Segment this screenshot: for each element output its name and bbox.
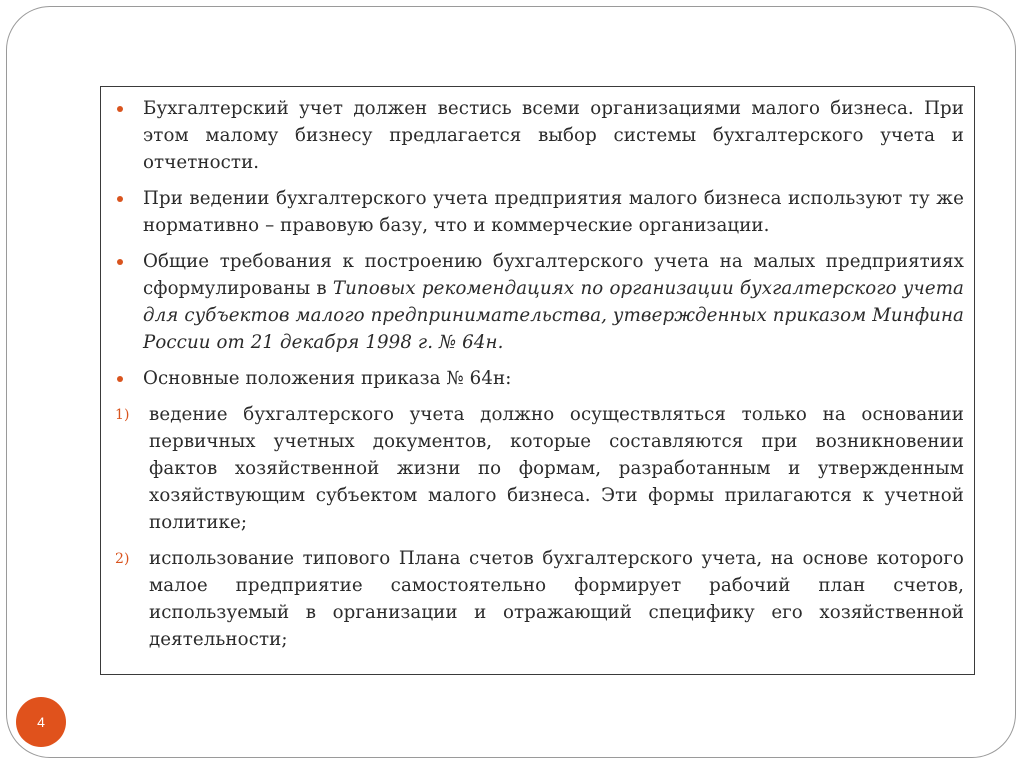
bullet-icon bbox=[117, 376, 123, 382]
page-number: 4 bbox=[37, 714, 45, 730]
numbered-text-2: использование типового Плана счетов бухгалтерского учета, на основе которого малое предприятие самостоятельно формирует рабочий план счетов, используемый в организации и отражающий специфику его хозяйственной деятельности; bbox=[149, 548, 964, 650]
bullet-item-3 bbox=[115, 248, 964, 356]
bullet-item-4 bbox=[115, 365, 964, 392]
bullet-text-3-italic: Типовых рекомендациях по организации бухгалтерского учета для субъектов малого предпринимательства, утвержденных приказом Минфина России от 21 декабря 1998 г. № 64н. bbox=[143, 278, 964, 353]
bullet-text-1: Бухгалтерский учет должен вестись всеми организациями малого бизнеса. При этом малому бизнесу предлагается выбор системы бухгалтерского учета и отчетности. bbox=[143, 98, 964, 173]
number-marker-1: 1) bbox=[115, 407, 130, 423]
number-marker-2: 2) bbox=[115, 551, 130, 567]
bullet-icon bbox=[117, 196, 123, 202]
bullet-icon bbox=[117, 106, 123, 112]
bullet-item-2 bbox=[115, 185, 964, 239]
bullet-item-1 bbox=[115, 95, 964, 176]
bullet-icon bbox=[117, 259, 123, 265]
page-number-badge bbox=[16, 697, 66, 747]
bullet-text-3: Общие требования к построению бухгалтерского учета на малых предприятиях сформулированы в bbox=[143, 251, 964, 299]
numbered-item-1 bbox=[115, 401, 964, 536]
numbered-item-2 bbox=[115, 545, 964, 653]
bullet-text-2: При ведении бухгалтерского учета предприятия малого бизнеса используют ту же нормативно – правовую базу, что и коммерческие организации. bbox=[143, 188, 964, 236]
numbered-text-1: ведение бухгалтерского учета должно осуществляться только на основании первичных учетных документов, которые составляются при возникновении фактов хозяйственной жизни по формам, разработанным и утвержденным хозяйствующим субъектом малого бизнеса. Эти формы прилагаются к учетной политике; bbox=[149, 404, 964, 533]
content-box bbox=[100, 86, 975, 675]
bullet-text-4: Основные положения приказа № 64н: bbox=[143, 368, 512, 389]
